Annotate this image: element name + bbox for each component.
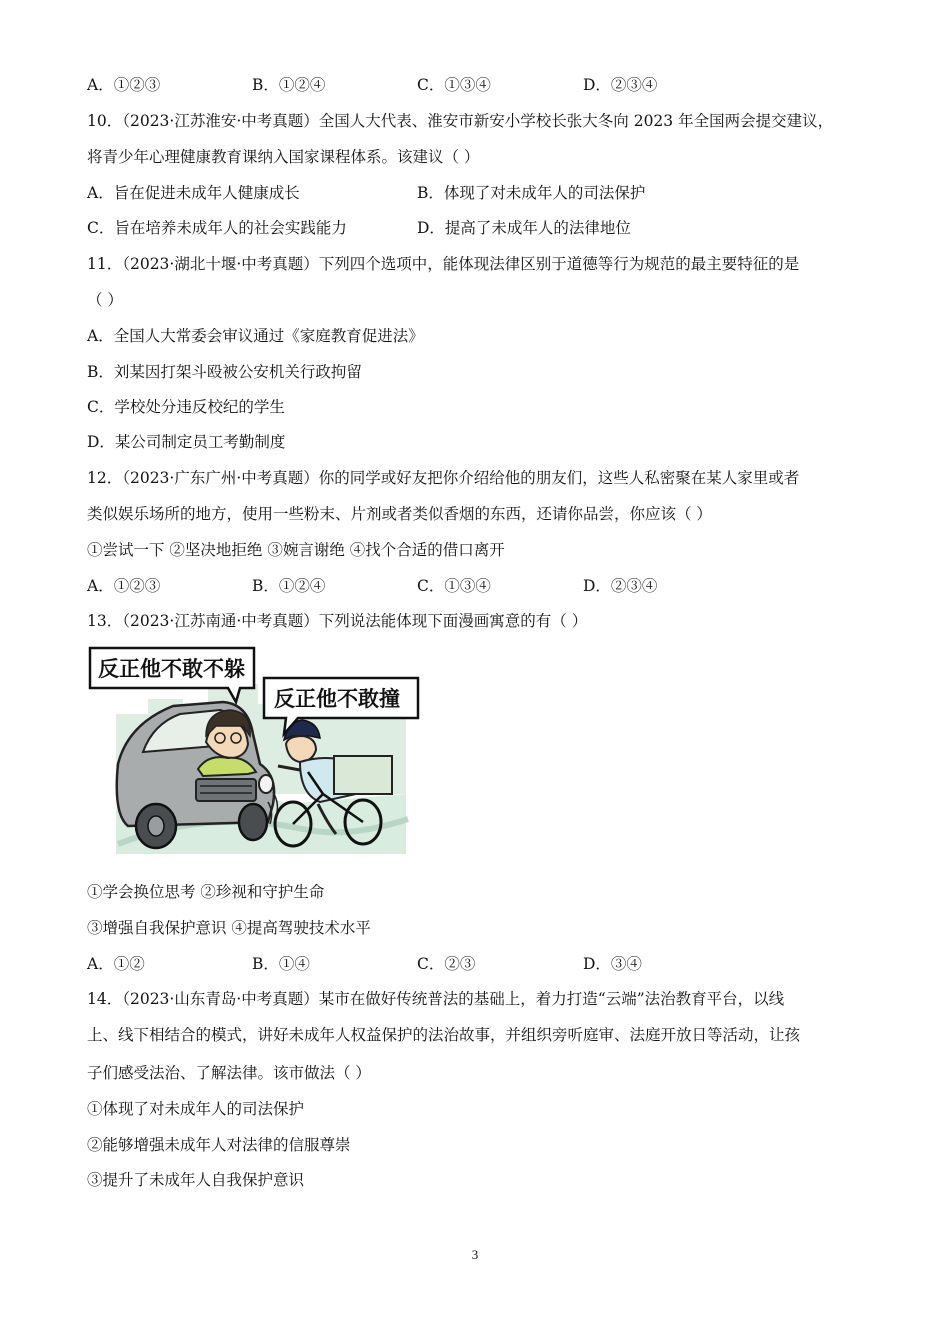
driver-bubble-text: 反正他不敢不躲: [98, 657, 245, 681]
q14-stem-line2: 上、线下相结合的模式，讲好未成年人权益保护的法治故事，并组织旁听庭审、法庭开放日等活动，让孩: [87, 1026, 801, 1044]
q12-statements: ①尝试一下 ②坚决地拒绝 ③婉言谢绝 ④找个合适的借口离开: [87, 541, 505, 559]
q14-stem-line3: 子们感受法治、了解法律。该市做法（ ）: [87, 1064, 371, 1082]
q13-option-b: B．①④: [252, 955, 310, 973]
cyclist-bubble-text: 反正他不敢撞: [274, 687, 400, 711]
q10-option-d: D．提高了未成年人的法律地位: [417, 219, 631, 237]
q9-option-d: D．②③④: [583, 76, 658, 94]
q13-option-a: A．①②: [87, 955, 145, 973]
q12-stem-line1: 12．（2023·广东广州·中考真题）你的同学或好友把你介绍给他的朋友们，这些人私密聚在某人家里或者: [87, 469, 800, 487]
q12-stem-line2: 类似娱乐场所的地方，使用一些粉末、片剂或者类似香烟的东西，还请你品尝，你应该（ ）: [87, 505, 712, 523]
q12-option-a: A．①②③: [87, 577, 161, 595]
q12-option-b: B．①②④: [252, 577, 326, 595]
q10-option-b: B．体现了对未成年人的司法保护: [417, 184, 646, 202]
q9-option-b: B．①②④: [252, 76, 326, 94]
q13-statements-2: ③增强自我保护意识 ④提高驾驶技术水平: [87, 919, 371, 937]
q11-option-b: B．刘某因打架斗殴被公安机关行政拘留: [87, 363, 362, 381]
q10-option-c: C．旨在培养未成年人的社会实践能力: [87, 219, 347, 237]
q12-option-c: C．①③④: [417, 577, 491, 595]
q12-option-d: D．②③④: [583, 577, 658, 595]
page-number: 3: [471, 1247, 479, 1262]
q11-option-c: C．学校处分违反校纪的学生: [87, 398, 285, 416]
q13-option-d: D．③④: [583, 955, 642, 973]
q13-cartoon: [88, 644, 420, 854]
q10-stem-line1: 10．（2023·江苏淮安·中考真题）全国人大代表、淮安市新安小学校长张大冬向 2023 年全国两会提交建议，: [87, 112, 834, 130]
q11-option-a: A．全国人大常委会审议通过《家庭教育促进法》: [87, 327, 424, 345]
q14-stem-line1: 14．（2023·山东青岛·中考真题）某市在做好传统普法的基础上，着力打造“云端”法治教育平台，以线: [87, 990, 785, 1008]
q11-option-d: D．某公司制定员工考勤制度: [87, 433, 286, 451]
q13-stem: 13．（2023·江苏南通·中考真题）下列说法能体现下面漫画寓意的有（ ）: [87, 612, 588, 630]
q13-option-c: C．②③: [417, 955, 476, 973]
q11-stem-line1: 11．（2023·湖北十堰·中考真题）下列四个选项中，能体现法律区别于道德等行为规范的最主要特征的是: [87, 255, 800, 273]
q9-option-a: A．①②③: [87, 76, 161, 94]
q14-statement-2: ②能够增强未成年人对法律的信服尊崇: [87, 1136, 351, 1154]
q10-option-a: A．旨在促进未成年人健康成长: [87, 184, 300, 202]
q14-statement-1: ①体现了对未成年人的司法保护: [87, 1100, 305, 1118]
q11-stem-line2: （ ）: [87, 291, 123, 309]
q9-option-c: C．①③④: [417, 76, 491, 94]
q13-statements-1: ①学会换位思考 ②珍视和守护生命: [87, 883, 325, 901]
q14-statement-3: ③提升了未成年人自我保护意识: [87, 1171, 305, 1189]
q10-stem-line2: 将青少年心理健康教育课纳入国家课程体系。该建议（ ）: [87, 148, 480, 166]
